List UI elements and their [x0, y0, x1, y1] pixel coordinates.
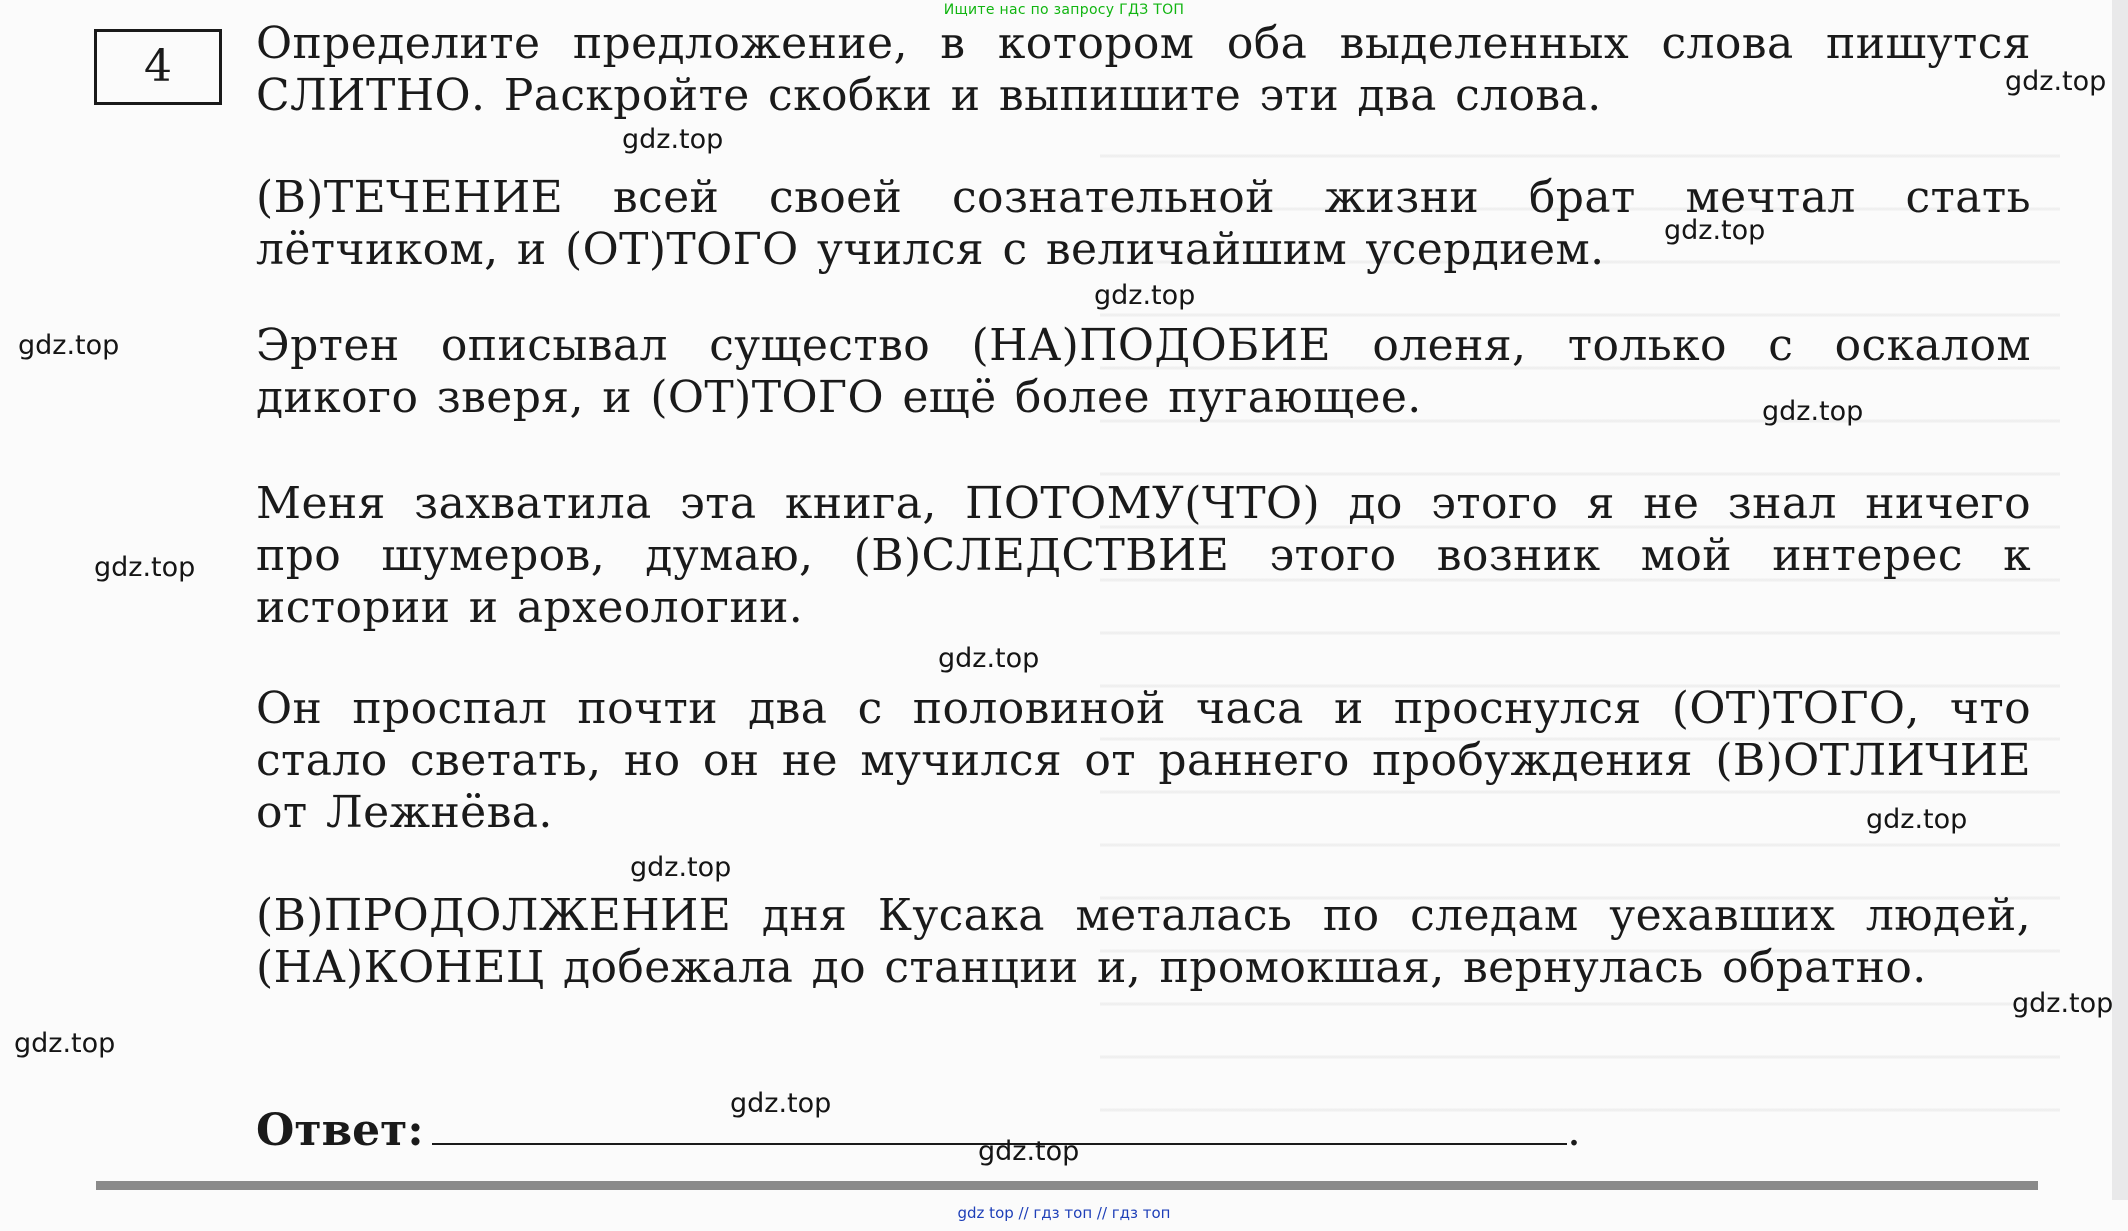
watermark: gdz.top — [1664, 215, 1766, 246]
watermark: gdz.top — [94, 552, 196, 583]
watermark: gdz.top — [978, 1136, 1080, 1167]
watermark: gdz.top — [622, 124, 724, 155]
task-number-box: 4 — [94, 29, 222, 105]
footer-links[interactable]: gdz top // гдз топ // гдз топ — [957, 1204, 1171, 1222]
bottom-rule — [96, 1181, 2038, 1190]
sentence-2: Эртен описывал существо (НА)ПОДОБИЕ оленя, только с оскалом дикого зверя, и (ОТ)ТОГО ещё более пугающее. — [256, 320, 2031, 423]
watermark: gdz.top — [1762, 396, 1864, 427]
sentence-5: (В)ПРОДОЛЖЕНИЕ дня Кусака металась по следам уехавших людей, (НА)КОНЕЦ добежала до станции и, промокшая, вернулась обратно. — [256, 890, 2031, 993]
watermark: gdz.top — [2005, 66, 2107, 97]
watermark: gdz.top — [938, 643, 1040, 674]
watermark: gdz.top — [630, 852, 732, 883]
watermark: gdz.top — [1094, 280, 1196, 311]
watermark: gdz.top — [2012, 988, 2114, 1019]
watermark: gdz.top — [14, 1028, 116, 1059]
sentence-3: Меня захватила эта книга, ПОТОМУ(ЧТО) до этого я не знал ничего про шумеров, думаю, (В)СЛЕДСТВИЕ этого возник мой интерес к истории и археологии. — [256, 478, 2031, 633]
sentence-4: Он проспал почти два с половиной часа и проснулся (ОТ)ТОГО, что стало светать, но он не мучился от раннего пробуждения (В)ОТЛИЧИЕ от Лежнёва. — [256, 683, 2031, 838]
watermark: gdz.top — [1866, 804, 1968, 835]
task-instruction: Определите предложение, в котором оба выделенных слова пишутся СЛИТНО. Раскройте скобки и выпишите эти два слова. — [256, 18, 2031, 121]
search-hint-link[interactable]: Ищите нас по запросу ГДЗ ТОП — [943, 2, 1185, 18]
watermark: gdz.top — [730, 1088, 832, 1119]
answer-label: Ответ: — [256, 1105, 424, 1156]
sentence-1: (В)ТЕЧЕНИЕ всей своей сознательной жизни брат мечтал стать лётчиком, и (ОТ)ТОГО учился с величайшим усердием. — [256, 172, 2031, 275]
page-edge — [2112, 0, 2128, 1200]
watermark: gdz.top — [18, 330, 120, 361]
answer-end-dot: . — [1567, 1105, 1581, 1156]
